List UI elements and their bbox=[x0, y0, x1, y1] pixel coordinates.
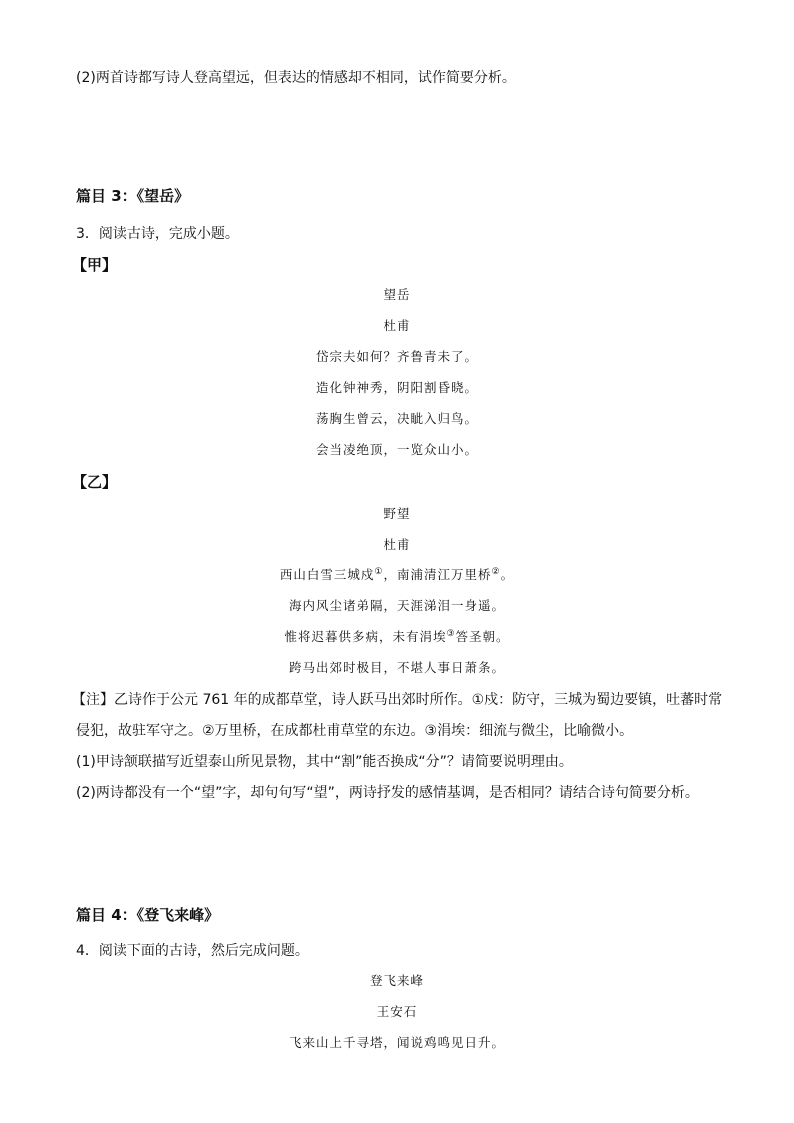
poem-b-line-2: 海内风尘诸弟隔，天涯涕泪一身遥。 bbox=[288, 598, 505, 613]
footnote-mark-2: ② bbox=[491, 566, 501, 577]
poem-b-line-1 bbox=[0, 566, 794, 584]
poem-a-line-1: 岱宗夫如何？齐鲁青未了。 bbox=[315, 349, 478, 364]
poem-b-line-1-post: 。 bbox=[500, 567, 515, 582]
poem-a-title: 望岳 bbox=[383, 287, 411, 302]
poem-a-line-4: 会当凌绝顶，一览众山小。 bbox=[315, 442, 478, 457]
section3-instruction: 3．阅读古诗，完成小题。 bbox=[76, 226, 239, 242]
section3-q1: (1)甲诗颔联描写近望泰山所见景物，其中“割”能否换成“分”？请简要说明理由。 bbox=[76, 754, 573, 770]
poem-a-author: 杜甫 bbox=[383, 318, 411, 333]
part-a-label: 【甲】 bbox=[72, 256, 118, 274]
poem-c-title: 登飞来峰 bbox=[369, 973, 424, 988]
poem-b-line-3 bbox=[0, 628, 794, 646]
footnote-mark-3: ③ bbox=[446, 628, 456, 639]
poem-b-title: 野望 bbox=[383, 506, 411, 521]
poem-b-line-4: 跨马出郊时极目，不堪人事日萧条。 bbox=[288, 660, 505, 675]
section3-q2: (2)两诗都没有一个“望”字，却句句写“望”，两诗抒发的感情基调，是否相同？请结合诗句简要分析。 bbox=[76, 785, 699, 801]
part-b-label: 【乙】 bbox=[72, 473, 118, 491]
footnote-mark-1: ① bbox=[374, 566, 384, 577]
poem-b-line-1-pre: 西山白雪三城戍 bbox=[279, 567, 375, 582]
poem-b-author: 杜甫 bbox=[383, 537, 411, 552]
section3-heading: 篇目 3：《望岳》 bbox=[76, 187, 190, 205]
q2-sub2-text: (2)两首诗都写诗人登高望远，但表达的情感却不相同，试作简要分析。 bbox=[76, 70, 516, 86]
poem-b-line-3-post: 答圣朝。 bbox=[455, 629, 510, 644]
poem-a-line-3: 荡胸生曾云，决眦入归鸟。 bbox=[315, 411, 478, 426]
note-line-2: 侵犯，故驻军守之。②万里桥，在成都杜甫草堂的东边。③涓埃：细流与微尘，比喻微小。 bbox=[76, 723, 634, 739]
poem-b-line-3-pre: 惟将迟暮供多病，未有涓埃 bbox=[284, 629, 447, 644]
poem-a-line-2: 造化钟神秀，阴阳割昏晓。 bbox=[315, 380, 478, 395]
section4-instruction: 4．阅读下面的古诗，然后完成问题。 bbox=[76, 943, 309, 959]
note-line-1: 【注】乙诗作于公元 761 年的成都草堂，诗人跃马出郊时所作。①戍：防守，三城为蜀边要镇，吐蕃时常 bbox=[72, 692, 723, 708]
poem-c-author: 王安石 bbox=[376, 1004, 418, 1019]
poem-b-line-1-mid: ，南浦清江万里桥 bbox=[383, 567, 492, 582]
poem-c-line-1: 飞来山上千寻塔，闻说鸡鸣见日升。 bbox=[288, 1035, 505, 1050]
section4-heading: 篇目 4：《登飞来峰》 bbox=[76, 906, 220, 924]
